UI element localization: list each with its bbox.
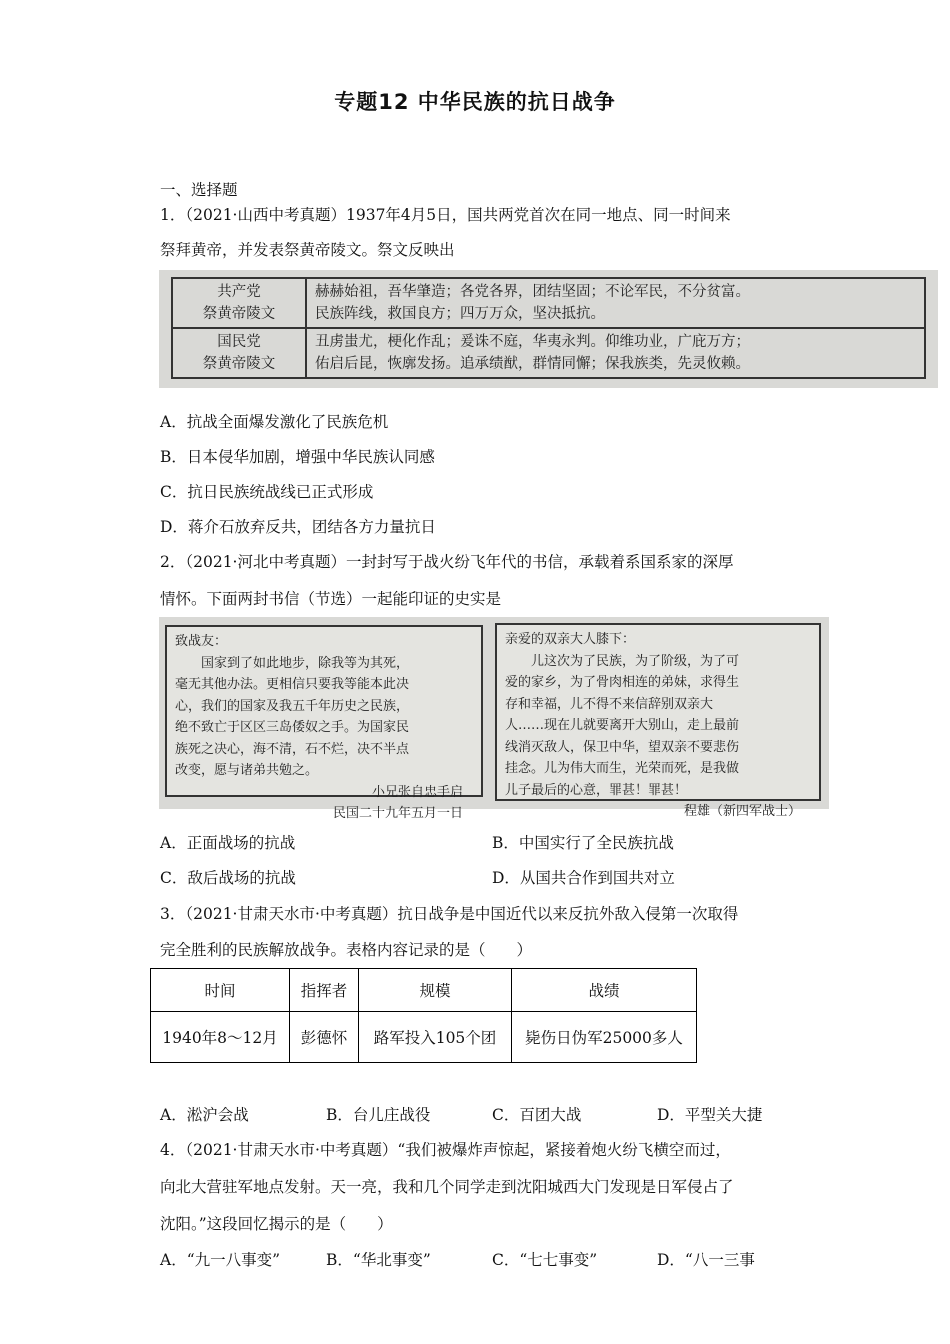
q4-stem-line2: 向北大营驻军地点发射。天一亮，我和几个同学走到沈阳城西大门发现是日军侵占了 xyxy=(160,1178,734,1196)
q3-option-b[interactable]: B．台儿庄战役 xyxy=(326,1106,431,1124)
page-title: 专题12 中华民族的抗日战争 xyxy=(334,90,616,114)
table-cell: 1940年8～12月 xyxy=(151,1012,290,1063)
q4-option-b[interactable]: B．“华北事变” xyxy=(326,1251,431,1269)
q1-option-c[interactable]: C．抗日民族统战线已正式形成 xyxy=(160,483,374,501)
letter-signature: 小兄张自忠手启 xyxy=(371,784,463,800)
q1-stem-line1: 1．（2021·山西中考真题）1937年4月5日，国共两党首次在同一地点、同一时间来 xyxy=(160,206,731,224)
q2-option-a[interactable]: A．正面战场的抗战 xyxy=(160,834,296,852)
q4-option-c[interactable]: C．“七七事变” xyxy=(492,1251,598,1269)
q2-option-c[interactable]: C．敌后战场的抗战 xyxy=(160,869,296,887)
inscription-row xyxy=(172,328,925,378)
letter-line: 挂念。儿为伟大而生，光荣而死，是我做 xyxy=(505,761,740,776)
table-header: 规模 xyxy=(359,969,512,1012)
q4-stem-line1: 4．（2021·甘肃天水市·中考真题）“我们被爆炸声惊起，紧接着炮火纷飞横空而过， xyxy=(160,1141,731,1159)
table-cell: 毙伤日伪军25000多人 xyxy=(512,1012,697,1063)
q3-option-a[interactable]: A．淞沪会战 xyxy=(160,1106,249,1124)
key-line: 祭黄帝陵文 xyxy=(202,356,276,372)
table-cell: 路军投入105个团 xyxy=(359,1012,512,1063)
letter-line: 国家到了如此地步，除我等为其死， xyxy=(201,655,410,671)
letter-line: 族死之决心，海不清，石不烂，决不半点 xyxy=(175,741,410,757)
q3-stem-line2: 完全胜利的民族解放战争。表格内容记录的是（ ） xyxy=(160,941,533,959)
q2-letters-photo xyxy=(159,617,829,821)
letter-signature: 程雄（新四军战士） xyxy=(683,804,801,819)
key-line: 共产党 xyxy=(217,284,261,300)
key-line: 祭黄帝陵文 xyxy=(202,306,276,322)
inscription-line: 佑启后昆，恢廓发扬。追承绩猷，群情同懈；保我族类，先灵攸赖。 xyxy=(315,356,750,372)
key-line xyxy=(181,331,297,375)
letter-zhang-zizhong xyxy=(165,625,483,821)
inscription-text xyxy=(306,278,925,328)
inscription-line: 赫赫始祖，吾华肇造；各党各界，团结坚固；不论军民，不分贫富。 xyxy=(315,284,750,300)
q2-option-d[interactable]: D．从国共合作到国共对立 xyxy=(492,869,675,887)
q1-option-b[interactable]: B．日本侵华加剧，增强中华民族认同感 xyxy=(160,448,435,466)
letter-line: 改变，愿与诸弟共勉之。 xyxy=(175,763,319,778)
letter-line: 线消灭敌人，保卫中华，望双亲不要悲伤 xyxy=(505,739,740,755)
letter-cheng-xiong xyxy=(495,623,821,819)
key-line xyxy=(181,281,297,325)
q2-stem-line2: 情怀。下面两封书信（节选）一起能印证的史实是 xyxy=(160,590,502,608)
q3-stem-line1: 3．（2021·甘肃天水市·中考真题）抗日战争是中国近代以来反抗外敌入侵第一次取得 xyxy=(160,905,739,923)
q2-option-b[interactable]: B．中国实行了全民族抗战 xyxy=(492,834,674,852)
q3-option-d[interactable]: D．平型关大捷 xyxy=(657,1106,763,1124)
inscription-text xyxy=(306,328,925,378)
inscription-line: 丑虏蚩尤，梗化作乱；爰诛不庭，华夷永判。仰维功业，广庇万方； xyxy=(315,334,750,350)
q1-stem-line2: 祭拜黄帝，并发表祭黄帝陵文。祭文反映出 xyxy=(160,241,455,259)
q1-option-d[interactable]: D．蒋介石放弃反共，团结各方力量抗日 xyxy=(160,518,436,536)
letter-line: 人……现在儿就要离开大别山，走上最前 xyxy=(505,718,740,733)
inscription-row xyxy=(172,278,925,328)
inscription-line: 民族阵线，救国良方；四万万众，坚决抵抗。 xyxy=(315,306,605,322)
letter-line: 毫无其他办法。更相信只要我等能本此决 xyxy=(175,677,410,692)
table-header: 战绩 xyxy=(512,969,697,1012)
letter-line: 心，我们的国家及我五千年历史之民族， xyxy=(175,698,410,714)
q1-option-a[interactable]: A．抗战全面爆发激化了民族危机 xyxy=(160,413,389,431)
key-line: 国民党 xyxy=(217,334,261,350)
inscription-table xyxy=(171,277,926,379)
section-heading: 一、选择题 xyxy=(160,181,238,199)
q2-stem-line1: 2．（2021·河北中考真题）一封封写于战火纷飞年代的书信，承载着系国系家的深厚 xyxy=(160,553,734,571)
letter-line: 儿这次为了民族，为了阶级，为了可 xyxy=(531,653,740,669)
inscription-key xyxy=(172,328,306,378)
q1-inscription-photo xyxy=(159,270,938,388)
q3-battle-table xyxy=(150,968,697,1063)
letter-date: 民国二十九年五月一日 xyxy=(332,806,463,821)
table-header: 时间 xyxy=(151,969,290,1012)
letter-greeting: 致战友： xyxy=(175,634,228,649)
letter-line: 绝不致亡于区区三岛倭奴之手。为国家民 xyxy=(175,720,410,735)
inscription-key xyxy=(172,278,306,328)
letter-line: 儿子最后的心意，罪甚！罪甚！ xyxy=(505,782,688,798)
table-header-row xyxy=(151,969,697,1012)
q4-option-d[interactable]: D．“八一三事 xyxy=(657,1251,755,1269)
letter-line: 爱的家乡，为了骨肉相连的弟妹，求得生 xyxy=(505,675,740,690)
q4-option-a[interactable]: A．“九一八事变” xyxy=(160,1251,281,1269)
table-row xyxy=(151,1012,697,1063)
table-header: 指挥者 xyxy=(290,969,359,1012)
letter-greeting: 亲爱的双亲大人膝下： xyxy=(505,632,636,647)
q4-stem-line3: 沈阳。”这段回忆揭示的是（ ） xyxy=(160,1215,393,1233)
table-cell: 彭德怀 xyxy=(290,1012,359,1063)
q3-option-c[interactable]: C．百团大战 xyxy=(492,1106,582,1124)
letter-line: 存和幸福，儿不得不来信辞别双亲大 xyxy=(505,696,714,712)
